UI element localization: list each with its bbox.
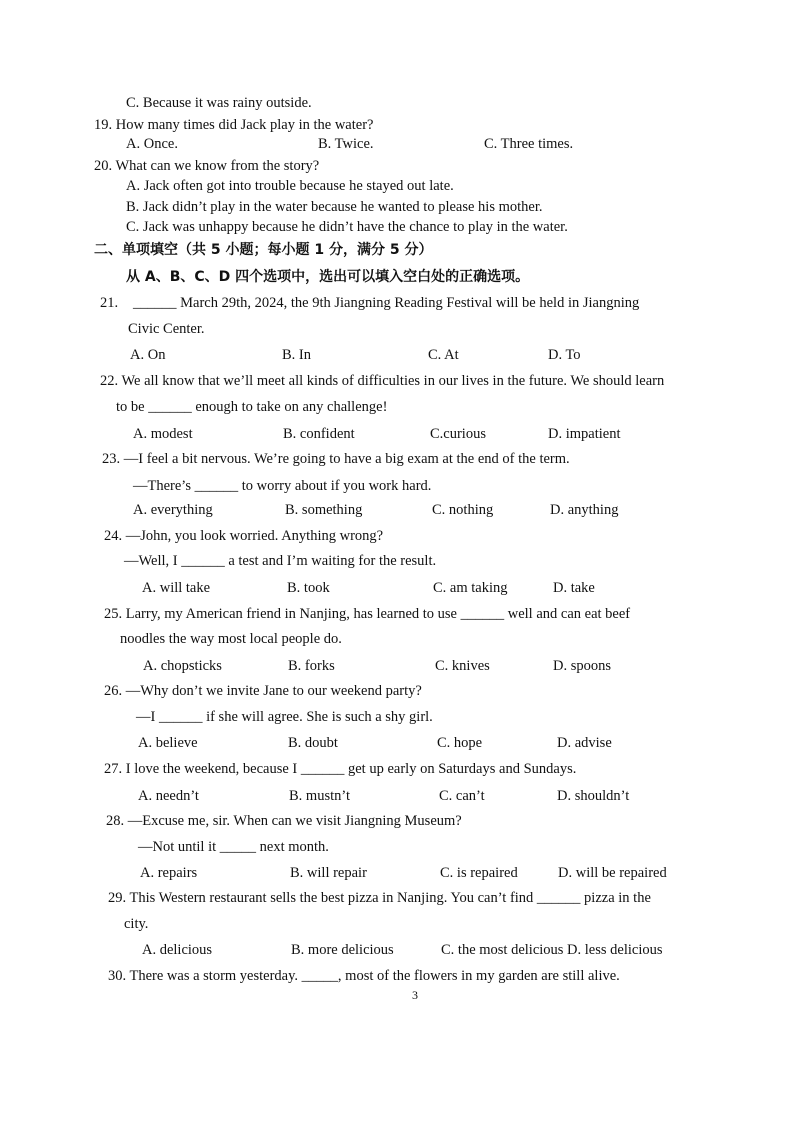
q24-option-c: C. am taking (433, 580, 508, 596)
q23-option-a: A. everything (133, 502, 213, 518)
q23-option-b: B. something (285, 502, 363, 518)
q25-option-d: D. spoons (553, 658, 612, 674)
q23-stem-line2: —There’s ______ to worry about if you work hard. (133, 478, 432, 494)
q25-stem-line2: noodles the way most local people do. (120, 631, 342, 647)
q24-stem-line2: —Well, I ______ a test and I’m waiting for the result. (124, 553, 437, 569)
q28-stem-line2: —Not until it _____ next month. (138, 839, 329, 855)
q27-stem-line1: 27. I love the weekend, because I ______ get up early on Saturdays and Sundays. (104, 761, 577, 777)
q28-option-c: C. is repaired (440, 865, 518, 881)
q29-stem-line2: city. (124, 916, 149, 932)
q24-option-d: D. take (553, 580, 595, 596)
q26-option-a: A. believe (138, 735, 198, 751)
q21-option-c: C. At (428, 347, 459, 363)
q28-option-a: A. repairs (140, 865, 198, 881)
q20-stem: 20. What can we know from the story? (94, 158, 320, 174)
q27-option-a: A. needn’t (138, 788, 199, 804)
q26-option-b: B. doubt (288, 735, 338, 751)
q27-option-d: D. shouldn’t (557, 788, 630, 804)
q22-stem-line1: 22. We all know that we’ll meet all kinds of difficulties in our lives in the future. We should learn (100, 373, 665, 389)
q29-stem-line1: 29. This Western restaurant sells the best pizza in Nanjing. You can’t find ______ pizza in the (108, 890, 651, 906)
q27-option-b: B. mustn’t (289, 788, 350, 804)
q19-option-b: B. Twice. (318, 136, 374, 152)
q21-option-a: A. On (130, 347, 166, 363)
q19-option-a: A. Once. (126, 136, 178, 152)
q23-option-c: C. nothing (432, 502, 494, 518)
page-number: 3 (412, 988, 418, 1002)
q22-option-b: B. confident (283, 426, 355, 442)
q25-option-c: C. knives (435, 658, 490, 674)
q28-option-b: B. will repair (290, 865, 367, 881)
q26-option-d: D. advise (557, 735, 612, 751)
q24-option-a: A. will take (142, 580, 211, 596)
q22-option-c: C.curious (430, 426, 486, 442)
q25-stem-line1: 25. Larry, my American friend in Nanjing, has learned to use ______ well and can eat beef (104, 606, 631, 622)
q26-stem-line2: —I ______ if she will agree. She is such a shy girl. (136, 709, 433, 725)
q22-option-a: A. modest (133, 426, 193, 442)
q21-stem-line1: ______ March 29th, 2024, the 9th Jiangning Reading Festival will be held in Jiangning (133, 295, 640, 311)
q20-option-b: B. Jack didn’t play in the water because he wanted to please his mother. (126, 199, 543, 215)
q21-number: 21. (100, 295, 119, 311)
section-title: 二、单项填空（共 5 小题；每小题 1 分，满分 5 分） (94, 242, 433, 258)
q19-stem: 19. How many times did Jack play in the water? (94, 117, 374, 133)
q29-option-b: B. more delicious (291, 942, 394, 958)
q28-stem-line1: 28. —Excuse me, sir. When can we visit Jiangning Museum? (106, 813, 462, 829)
q29-option-a: A. delicious (142, 942, 213, 958)
q25-option-a: A. chopsticks (143, 658, 222, 674)
q26-option-c: C. hope (437, 735, 483, 751)
q21-option-b: B. In (282, 347, 311, 363)
q28-option-d: D. will be repaired (558, 865, 667, 881)
q22-option-d: D. impatient (548, 426, 621, 442)
q19-option-c: C. Three times. (484, 136, 574, 152)
section-instruction: 从 A、B、C、D 四个选项中，选出可以填入空白处的正确选项。 (126, 269, 530, 285)
q20-option-a: A. Jack often got into trouble because he stayed out late. (126, 178, 454, 194)
q22-stem-line2: to be ______ enough to take on any challenge! (116, 399, 388, 415)
q25-option-b: B. forks (288, 658, 335, 674)
q26-stem-line1: 26. —Why don’t we invite Jane to our weekend party? (104, 683, 422, 699)
q18-option-c: C. Because it was rainy outside. (126, 95, 312, 111)
q30-stem-line1: 30. There was a storm yesterday. _____, most of the flowers in my garden are still alive. (108, 968, 620, 984)
q20-option-c: C. Jack was unhappy because he didn’t have the chance to play in the water. (126, 219, 568, 235)
q23-stem-line1: 23. —I feel a bit nervous. We’re going to have a big exam at the end of the term. (102, 451, 570, 467)
q24-option-b: B. took (287, 580, 330, 596)
q24-stem-line1: 24. —John, you look worried. Anything wrong? (104, 528, 384, 544)
q27-option-c: C. can’t (439, 788, 485, 804)
q21-stem-line2: Civic Center. (128, 321, 205, 337)
q23-option-d: D. anything (550, 502, 619, 518)
q29-option-c: C. the most delicious D. less delicious (441, 942, 663, 958)
q21-option-d: D. To (548, 347, 581, 363)
